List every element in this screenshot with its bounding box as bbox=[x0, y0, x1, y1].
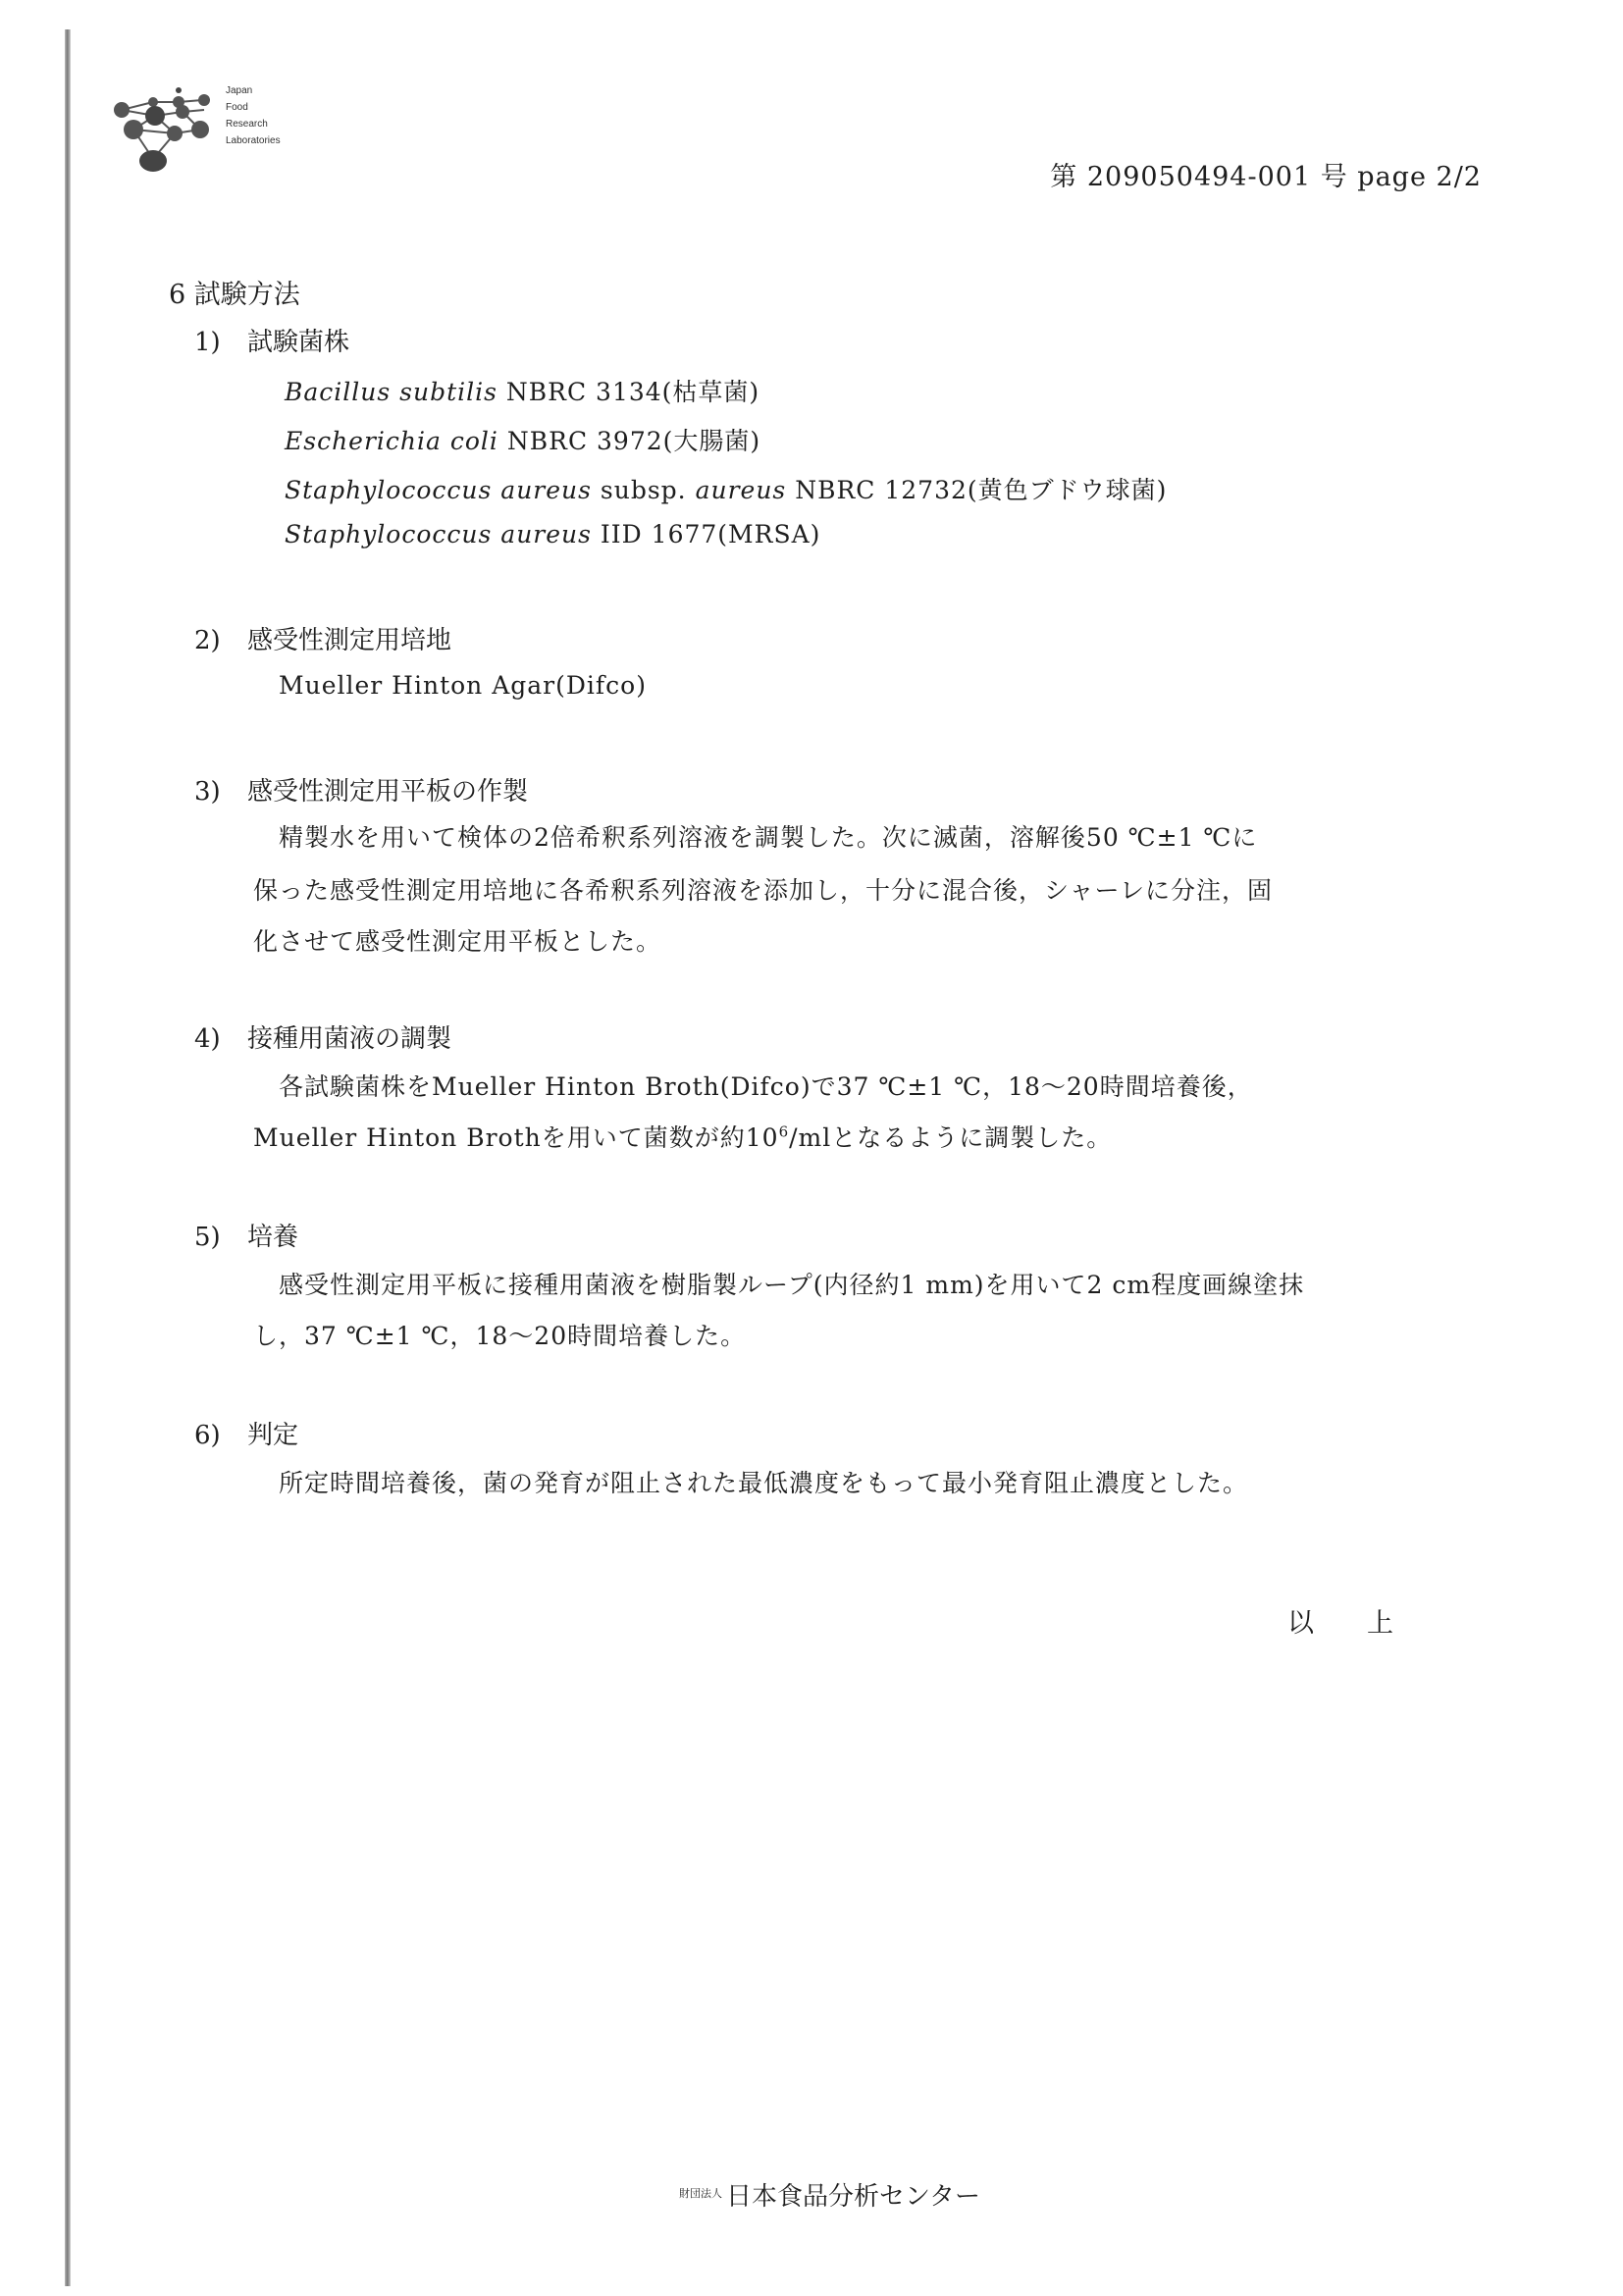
exponent: 6 bbox=[778, 1122, 790, 1141]
strain-subspecies-label: subsp. bbox=[591, 476, 696, 504]
subsection-title: 感受性測定用培地 bbox=[247, 626, 452, 655]
body-line: 感受性測定用平板に接種用菌液を樹脂製ループ(内径約1 mm)を用いて2 cm程度画線塗抹 bbox=[279, 1271, 1305, 1299]
subsection-title: 試験菌株 bbox=[247, 328, 350, 357]
subsection-1-heading bbox=[194, 322, 349, 358]
subsection-title: 接種用菌液の調製 bbox=[247, 1024, 452, 1054]
strain-item bbox=[285, 520, 820, 548]
body-text: /mlとなるように調製した。 bbox=[789, 1123, 1113, 1152]
strain-detail: NBRC 3972(大腸菌) bbox=[497, 427, 761, 455]
subsection-2-heading bbox=[194, 620, 451, 656]
logo-line: Food bbox=[226, 102, 248, 113]
body-line: 各試験菌株をMueller Hinton Broth(Difco)で37 ℃±1 ℃，18～20時間培養後， bbox=[279, 1072, 1253, 1101]
subsection-number: 6) bbox=[194, 1421, 221, 1450]
subsection-title: 判定 bbox=[247, 1421, 299, 1450]
closing-mark: 以上 bbox=[1287, 1608, 1446, 1639]
footer bbox=[679, 2176, 980, 2213]
strain-detail: NBRC 12732(黄色ブドウ球菌) bbox=[786, 476, 1168, 504]
subspecies-name: aureus bbox=[695, 476, 787, 504]
strain-detail: NBRC 3134(枯草菌) bbox=[497, 378, 760, 406]
species-name: Escherichia coli bbox=[285, 427, 498, 455]
body-line bbox=[253, 1119, 1112, 1154]
subsection-4-heading bbox=[194, 1018, 451, 1055]
logo-line: Research bbox=[226, 119, 268, 130]
strain-item bbox=[285, 422, 760, 457]
species-name: Bacillus subtilis bbox=[285, 378, 497, 406]
medium-text: Mueller Hinton Agar(Difco) bbox=[279, 671, 647, 700]
subsection-6-heading bbox=[194, 1415, 298, 1451]
document-number: 第 209050494-001 号 page 2/2 bbox=[1050, 162, 1482, 192]
subsection-number: 2) bbox=[194, 626, 221, 655]
footer-organization: 日本食品分析センター bbox=[726, 2182, 980, 2212]
strain-item bbox=[285, 373, 759, 408]
subsection-number: 5) bbox=[194, 1223, 221, 1252]
logo-text bbox=[226, 82, 281, 149]
species-name: Staphylococcus aureus bbox=[285, 520, 592, 548]
logo-line: Japan bbox=[226, 85, 253, 96]
subsection-3-heading bbox=[194, 771, 528, 808]
subsection-number: 3) bbox=[194, 777, 221, 807]
body-line: 保った感受性測定用培地に各希釈系列溶液を添加し，十分に混合後，シャーレに分注，固 bbox=[253, 876, 1274, 905]
section-heading: 6 試験方法 bbox=[169, 280, 300, 310]
body-line: 化させて感受性測定用平板とした。 bbox=[253, 927, 662, 956]
subsection-title: 培養 bbox=[247, 1223, 299, 1252]
subsection-number: 1) bbox=[194, 328, 221, 357]
body-line: 所定時間培養後，菌の発育が阻止された最低濃度をもって最小発育阻止濃度とした。 bbox=[279, 1469, 1249, 1497]
strain-item bbox=[285, 471, 1167, 506]
subsection-5-heading bbox=[194, 1217, 298, 1253]
subsection-title: 感受性測定用平板の作製 bbox=[247, 777, 529, 807]
body-text: Mueller Hinton Brothを用いて菌数が約10 bbox=[253, 1123, 779, 1152]
body-line: し，37 ℃±1 ℃，18～20時間培養した。 bbox=[253, 1322, 747, 1350]
strain-detail: IID 1677(MRSA) bbox=[591, 520, 821, 548]
body-line: 精製水を用いて検体の2倍希釈系列溶液を調製した。次に滅菌，溶解後50 ℃±1 ℃に bbox=[279, 823, 1258, 852]
scan-edge bbox=[65, 29, 71, 2286]
footer-prefix: 財団法人 bbox=[679, 2187, 722, 2200]
subsection-number: 4) bbox=[194, 1024, 221, 1054]
species-name: Staphylococcus aureus bbox=[285, 476, 592, 504]
logo-line: Laboratories bbox=[226, 135, 281, 146]
